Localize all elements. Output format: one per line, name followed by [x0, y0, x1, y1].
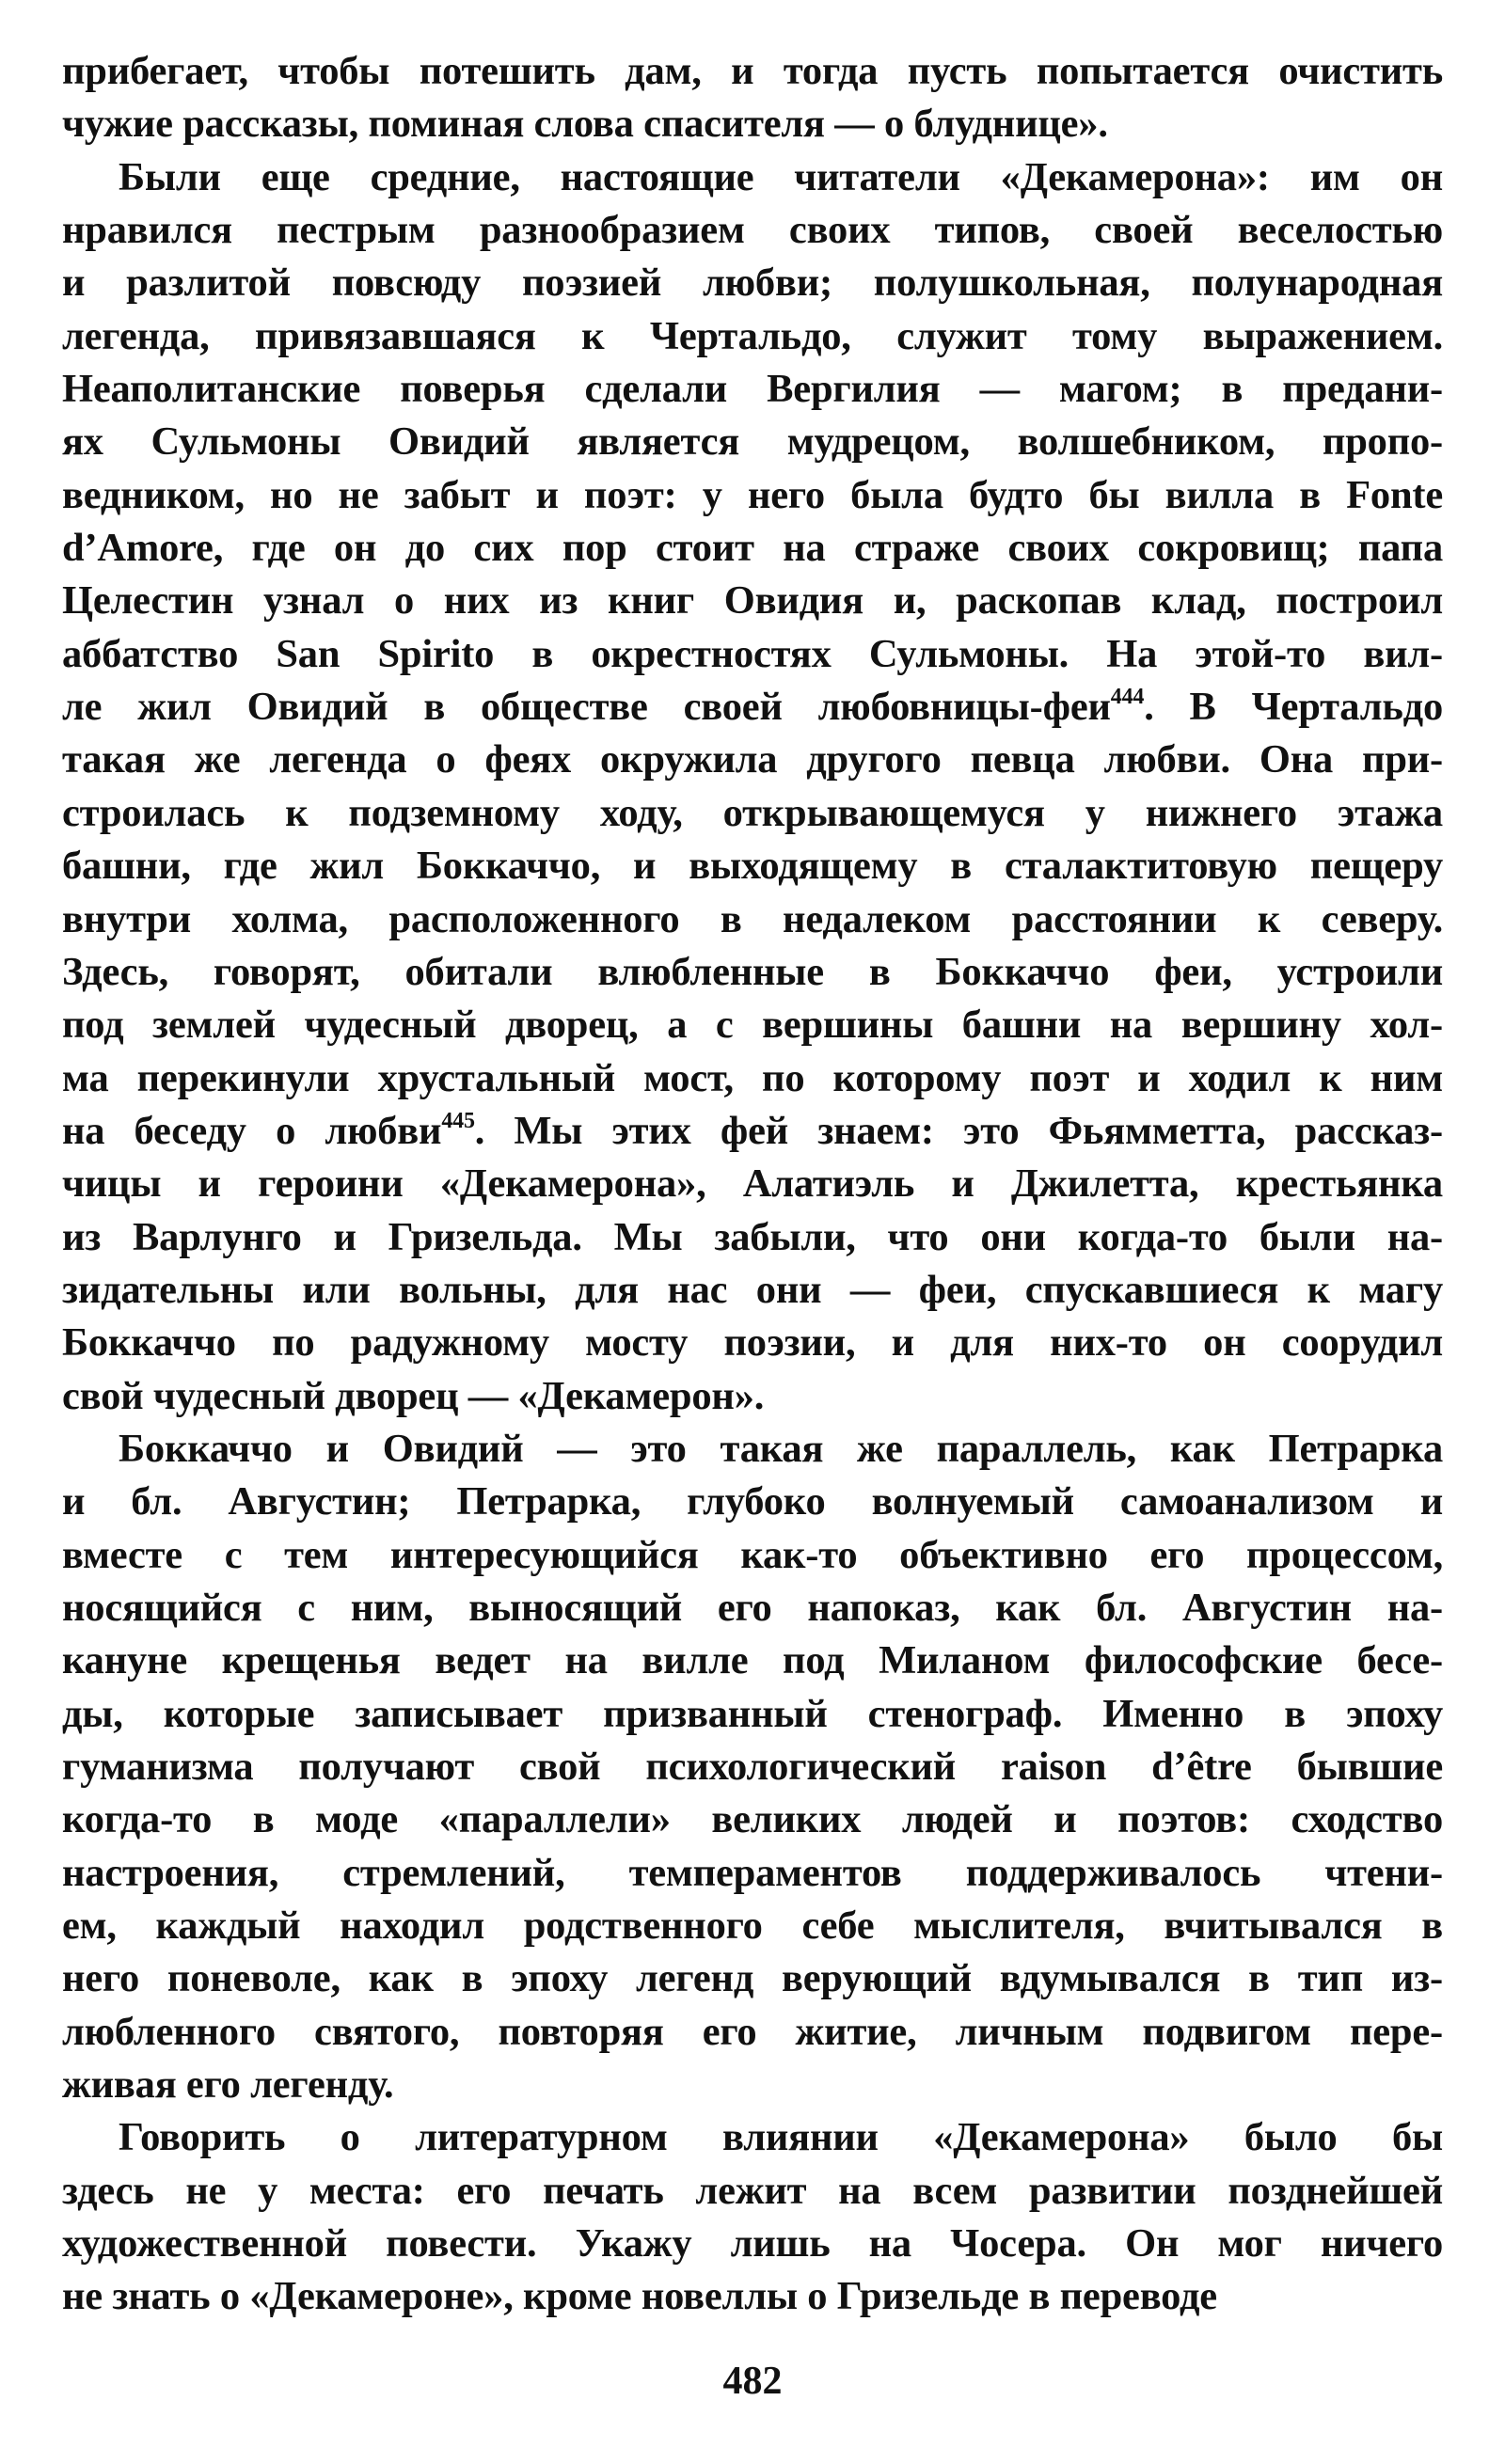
text-line: свой чудесный дворец — «Декамерон».: [62, 1373, 765, 1418]
text-line: настроения, стремлений, темпераментов поддерживалось чтени-: [62, 1850, 1443, 1895]
text-line: ведником, но не забыт и поэт: у него была будто бы вилла в Fonte: [62, 472, 1443, 517]
text-line: ды, которые записывает призванный стенограф. Именно в эпоху: [62, 1691, 1443, 1736]
text-line: чужие рассказы, поминая слова спасителя — о блуднице».: [62, 102, 1108, 147]
text-line: из Варлунго и Гризельда. Мы забыли, что они когда-то были на-: [62, 1214, 1443, 1259]
text-line: и бл. Августин; Петрарка, глубоко волнуемый самоанализом и: [62, 1479, 1443, 1524]
text-line: кануне крещенья ведет на вилле под Миланом философские бесе-: [62, 1638, 1443, 1683]
text-line: носящийся с ним, выносящий его напоказ, как бл. Августин на-: [62, 1585, 1443, 1630]
footnote-marker: 444: [1110, 684, 1145, 709]
text-line: гуманизма получают свой психологический raison d’être бывшие: [62, 1745, 1443, 1789]
text-line: ма перекинули хрустальный мост, по которому поэт и ходил к ним: [62, 1055, 1443, 1100]
text-line: на беседу о любви$^{445}$. Мы этих фей знаем: это Фьямметта, рассказ-: [62, 1108, 1443, 1153]
text-line: чицы и героини «Декамерона», Алатиэль и Джилетта, крестьянка: [62, 1161, 1443, 1207]
text-line: Говорить о литературном влиянии «Декамерона» было бы: [119, 2115, 1443, 2160]
footnote-marker: 445: [441, 1108, 475, 1133]
text-line: Здесь, говорят, обитали влюбленные в Боккаччо феи, устроили: [62, 949, 1443, 994]
text-line: когда-то в моде «параллели» великих людей и поэтов: сходство: [62, 1797, 1443, 1842]
text-line: внутри холма, расположенного в недалеком расстоянии к северу.: [62, 896, 1443, 941]
text-line: художественной повести. Укажу лишь на Чосера. Он мог ничего: [62, 2221, 1443, 2267]
text-line: d’Amore, где он до сих пор стоит на страже своих сокровищ; папа: [62, 526, 1443, 571]
text-line: Были еще средние, настоящие читатели «Декамерона»: им он: [119, 154, 1443, 199]
text-line: здесь не у места: его печать лежит на всем развитии позднейшей: [62, 2168, 1443, 2213]
text-line: нравился пестрым разнообразием своих типов, своей веселостью: [62, 208, 1443, 253]
text-line: ях Сульмоны Овидий является мудрецом, волшебником, пропо-: [62, 419, 1443, 465]
text-line: такая же легенда о феях окружила другого певца любви. Она при-: [62, 737, 1443, 782]
text-line: Неаполитанские поверья сделали Вергилия — магом; в предани-: [62, 367, 1443, 412]
text-line: под землей чудесный дворец, а с вершины башни на вершину хол-: [62, 1003, 1443, 1048]
text-line: ле жил Овидий в обществе своей любовницы-феи$^{444}$. В Чертальдо: [62, 684, 1443, 730]
text-line: вместе с тем интересующийся как-то объективно его процессом,: [62, 1532, 1443, 1577]
text-line: него поневоле, как в эпоху легенд верующий вдумывался в тип из-: [62, 1956, 1443, 2001]
text-line: зидательны или вольны, для нас они — феи, спускавшиеся к магу: [62, 1267, 1443, 1312]
text-line: Целестин узнал о них из книг Овидия и, раскопав клад, построил: [62, 578, 1443, 624]
text-line: ем, каждый находил родственного себе мыслителя, вчитывался в: [62, 1903, 1443, 1949]
text-line: башни, где жил Боккаччо, и выходящему в сталактитовую пещеру: [62, 844, 1443, 889]
text-line: и разлитой повсюду поэзией любви; полушкольная, полународная: [62, 261, 1443, 306]
text-line: не знать о «Декамероне», кроме новеллы о Гризельде в переводе: [62, 2274, 1217, 2319]
page-number: 482: [722, 2360, 783, 2403]
body-text: [62, 45, 1443, 2324]
text-line: любленного святого, повторяя его житие, личным подвигом пере-: [62, 2009, 1443, 2054]
text-line: строилась к подземному ходу, открывающемуся у нижнего этажа: [62, 790, 1443, 835]
text-line: прибегает, чтобы потешить дам, и тогда пусть попытается очистить: [62, 49, 1443, 93]
text-line: аббатство San Spirito в окрестностях Сульмоны. На этой-то вил-: [62, 631, 1443, 676]
text-line: Боккаччо и Овидий — это такая же параллель, как Петрарка: [119, 1426, 1443, 1471]
text-line: легенда, привязавшаяся к Чертальдо, служит тому выражением.: [62, 313, 1443, 358]
text-line: Боккаччо по радужному мосту поэзии, и для них-то он соорудил: [62, 1320, 1443, 1366]
text-line: живая его легенду.: [62, 2062, 394, 2108]
